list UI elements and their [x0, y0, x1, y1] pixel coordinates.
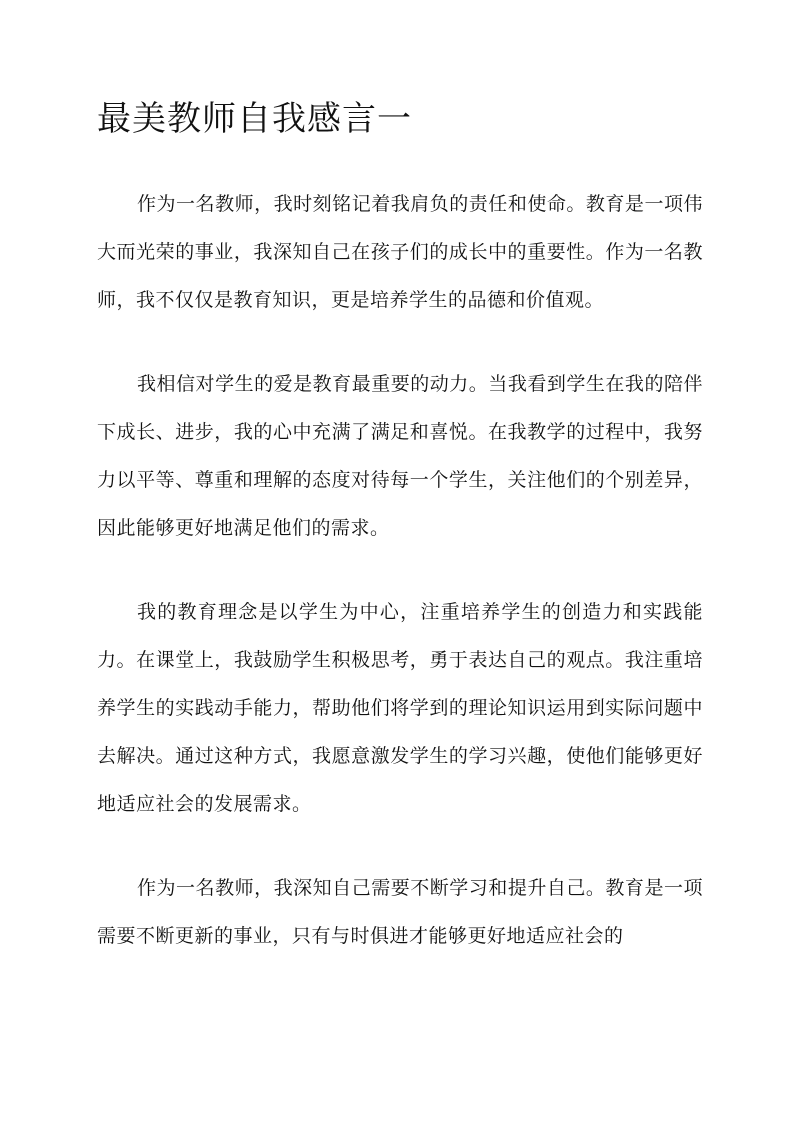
paragraph-4: 作为一名教师，我深知自己需要不断学习和提升自己。教育是一项需要不断更新的事业，只有与时俱进才能够更好地适应社会的	[97, 877, 703, 947]
document-body	[97, 180, 703, 996]
paragraph-1: 作为一名教师，我时刻铭记着我肩负的责任和使命。教育是一项伟大而光荣的事业，我深知自己在孩子们的成长中的重要性。作为一名教师，我不仅仅是教育知识，更是培养学生的品德和价值观。	[97, 193, 703, 311]
paragraph-2: 我相信对学生的爱是教育最重要的动力。当我看到学生在我的陪伴下成长、进步，我的心中充满了满足和喜悦。在我教学的过程中，我努力以平等、尊重和理解的态度对待每一个学生，关注他们的个别差异，因此能够更好地满足他们的需求。	[97, 373, 703, 539]
document-title: 最美教师自我感言一	[97, 99, 412, 139]
paragraph-3: 我的教育理念是以学生为中心，注重培养学生的创造力和实践能力。在课堂上，我鼓励学生积极思考，勇于表达自己的观点。我注重培养学生的实践动手能力，帮助他们将学到的理论知识运用到实际问题中去解决。通过这种方式，我愿意激发学生的学习兴趣，使他们能够更好地适应社会的发展需求。	[97, 601, 703, 815]
